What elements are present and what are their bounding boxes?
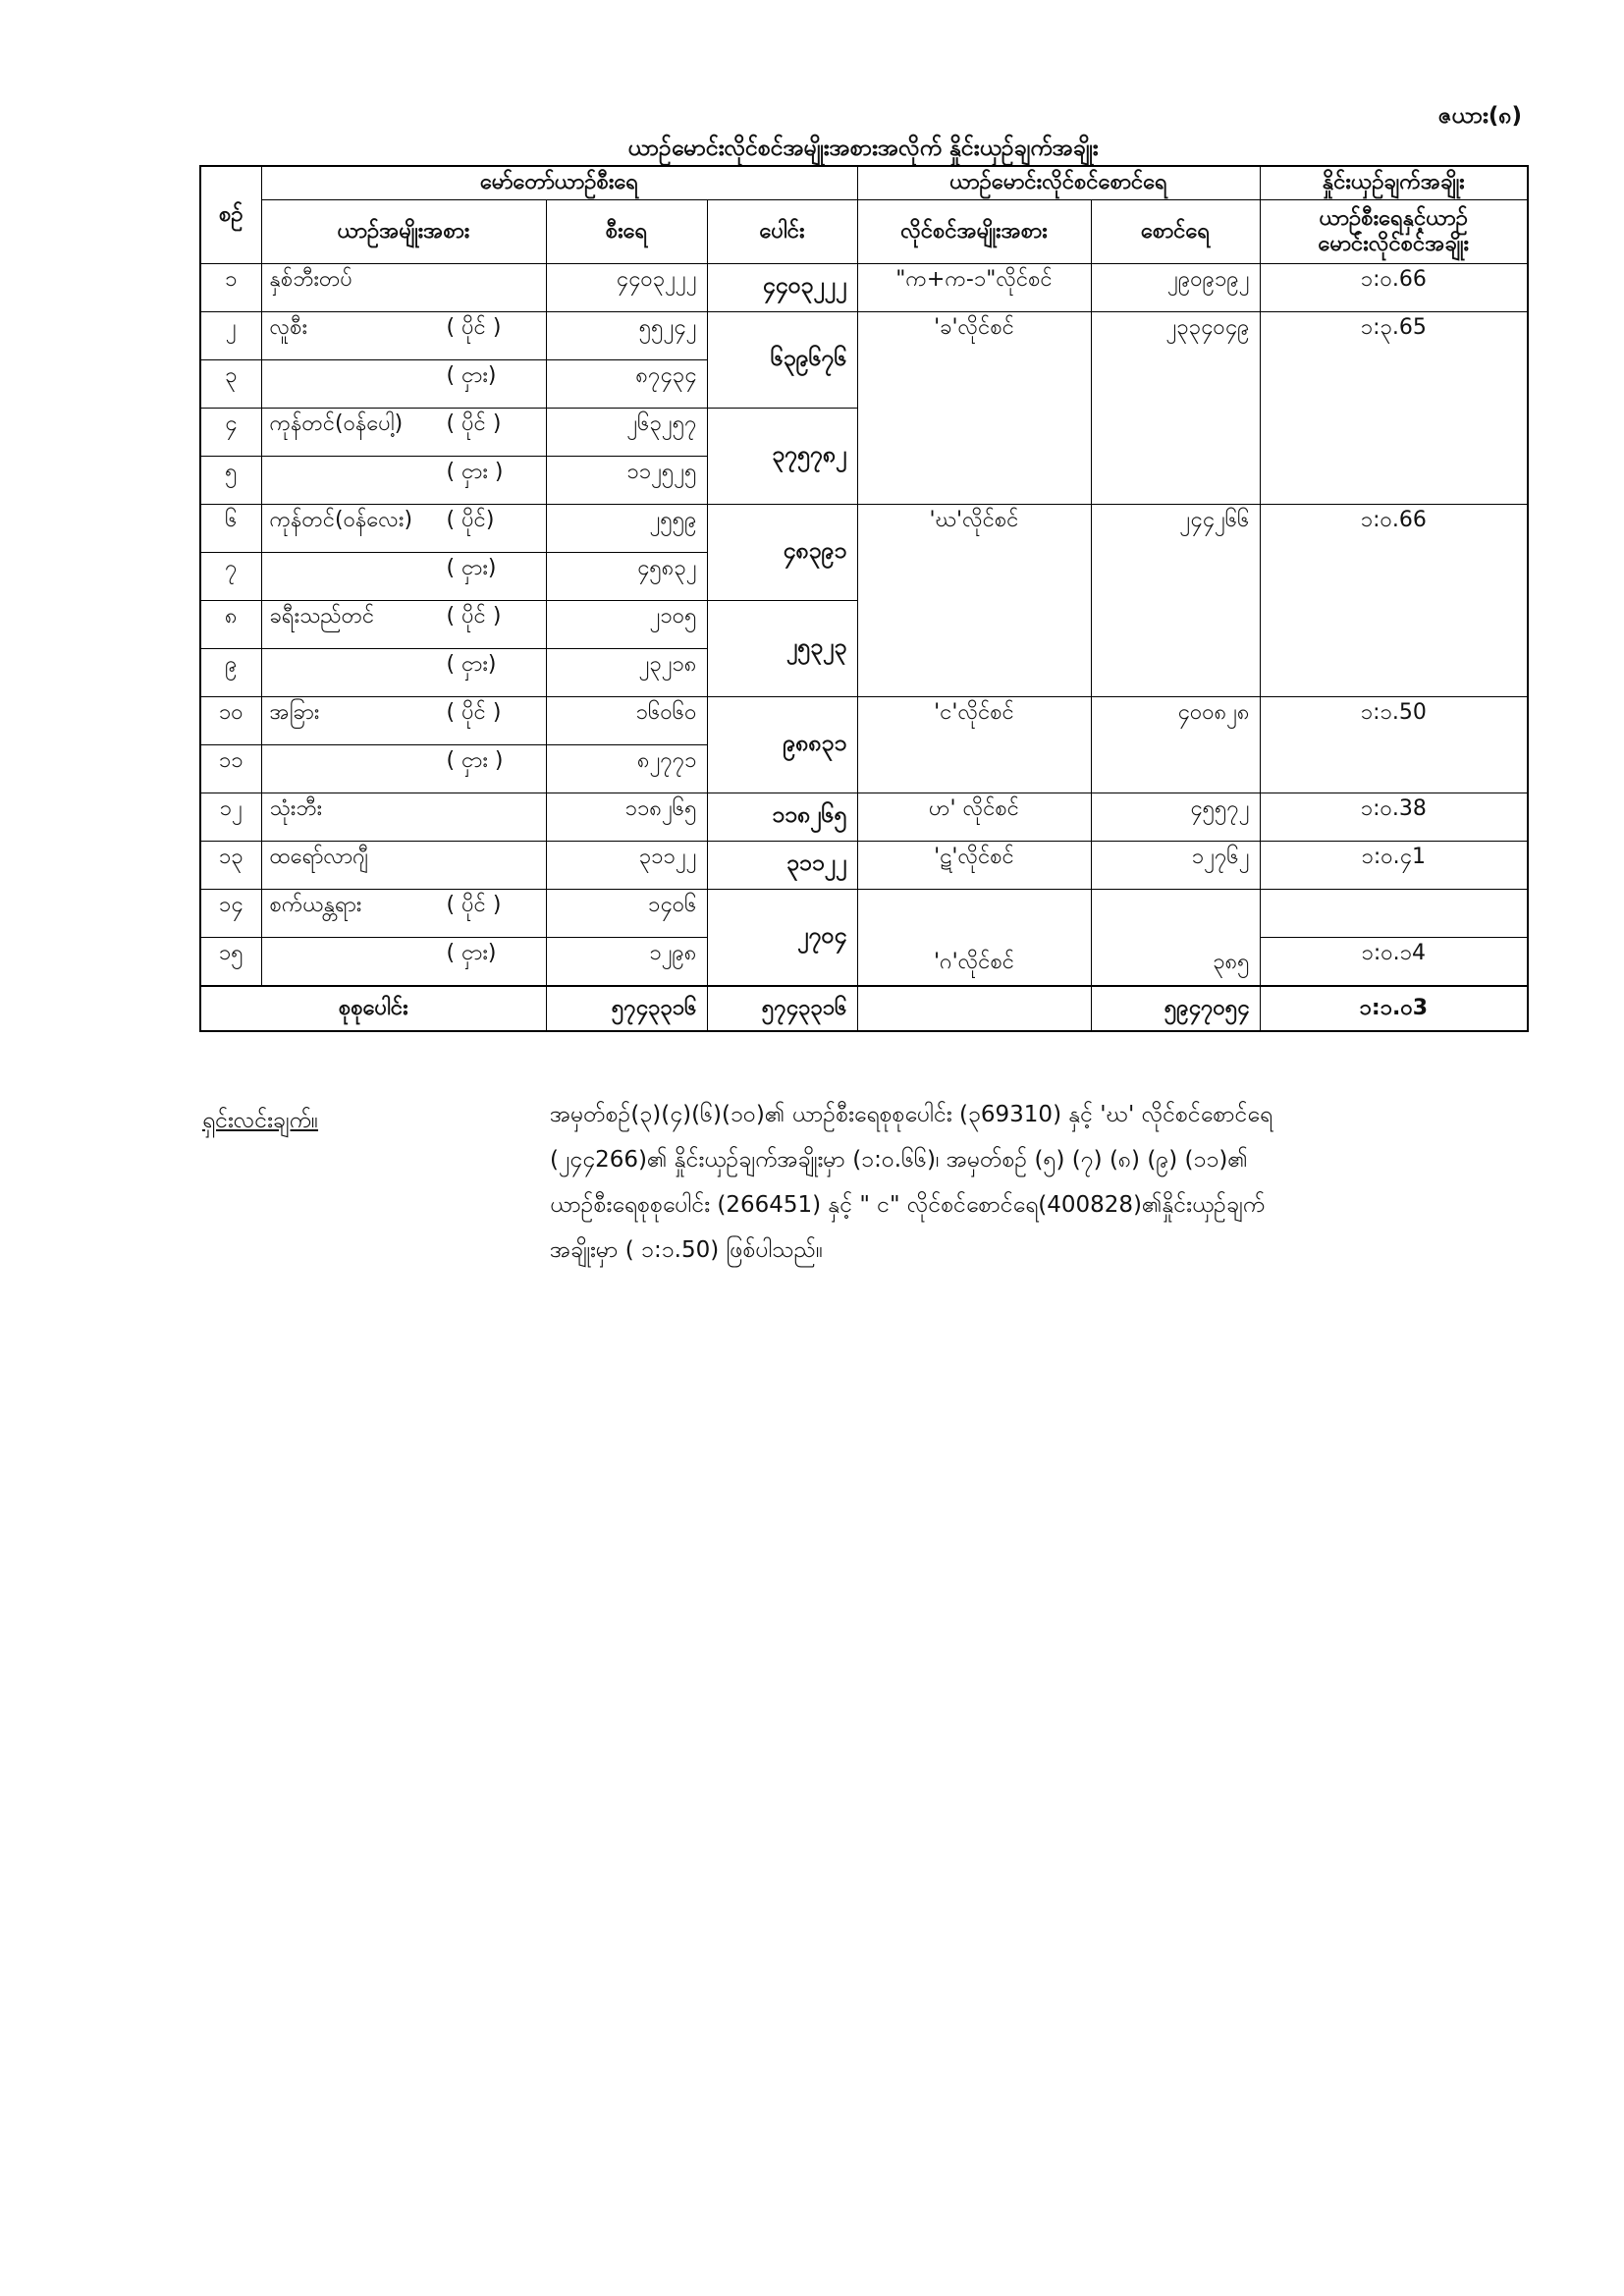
row-registered: ၁၂၉၈: [546, 938, 707, 987]
row-registered: ၈၂၇၇၁: [546, 745, 707, 793]
row-vehicle-type: [261, 890, 546, 938]
row-vehicle-type: [261, 793, 546, 842]
note-label: ရှင်းလင်းချက်။: [202, 1108, 319, 1133]
row-type-sub: ( ပိုင် ): [446, 604, 502, 629]
row-type-name: လူစီး: [269, 315, 308, 340]
row-registered: ၅၅၂၄၂: [546, 312, 707, 360]
row-type-name: စက်ယန္တရား: [269, 893, 362, 917]
table-row: [200, 793, 1528, 842]
row-serial: ၁၁: [200, 745, 261, 793]
row-type-sub: ( ပိုင် ): [446, 893, 502, 917]
row-ratio: ၁:၃.65: [1260, 312, 1528, 505]
row-licence-count: ၃၈၅: [1091, 890, 1260, 987]
row-vehicle-type: [261, 553, 546, 601]
row-licence-count: ၂၄၄၂၆၆: [1091, 505, 1260, 697]
row-total: ၂၇၀၄: [707, 890, 857, 987]
row-serial: ၁၃: [200, 842, 261, 890]
row-type-sub: ( ပိုင် ): [446, 411, 502, 436]
row-type-sub: ( ငှား): [446, 652, 497, 677]
row-ratio: ၁:၁.50: [1260, 697, 1528, 793]
row-ratio: [1260, 890, 1528, 938]
row-type-sub: ( ငှား ): [446, 748, 504, 773]
row-registered: ၁၆၀၆၀: [546, 697, 707, 745]
row-total: ၆၃၉၆၇၆: [707, 312, 857, 409]
row-licence-type: 'ဂ'လိုင်စင်: [857, 890, 1091, 987]
row-serial: ၁: [200, 264, 261, 312]
row-serial: ၉: [200, 649, 261, 697]
table-row: [200, 890, 1528, 938]
row-serial: ၁၂: [200, 793, 261, 842]
row-type-sub: ( ငှား): [446, 941, 497, 965]
row-vehicle-type: [261, 457, 546, 505]
row-serial: ၁၀: [200, 697, 261, 745]
row-registered: ၈၇၄၃၄: [546, 360, 707, 409]
header-serial: စဉ်: [200, 166, 261, 264]
row-vehicle-type: [261, 842, 546, 890]
row-licence-count: ၄၅၅၇၂: [1091, 793, 1260, 842]
row-total: ၄၄၀၃၂၂၂: [707, 264, 857, 312]
row-registered: ၁၁၂၅၂၅: [546, 457, 707, 505]
table-row: [200, 264, 1528, 312]
document-title: ယာဉ်မောင်းလိုင်စင်အမျိုးအစားအလိုက် နှိုင်းယှဉ်ချက်အချိုး: [627, 136, 1099, 161]
row-type-sub: ( ငှား): [446, 556, 497, 580]
row-ratio: ၁:၀.66: [1260, 505, 1528, 697]
row-type-sub: ( ပိုင် ): [446, 700, 502, 725]
row-serial: ၂: [200, 312, 261, 360]
row-vehicle-type: [261, 697, 546, 745]
grand-total-licence-count: ၅၉၄၇၀၅၄: [1091, 986, 1260, 1031]
table-row: [200, 312, 1528, 360]
row-total: ၉၈၈၃၁: [707, 697, 857, 793]
row-ratio: ၁:၀.38: [1260, 793, 1528, 842]
row-type-name: ခရီးသည်တင်: [269, 604, 375, 629]
grand-total-licence-type: [857, 986, 1091, 1031]
row-type-sub: ( ပိုင်): [446, 508, 495, 532]
row-registered: ၂၁၀၅: [546, 601, 707, 649]
row-serial: ၆: [200, 505, 261, 553]
header-ratio: [1260, 200, 1528, 264]
header-total: ပေါင်း: [707, 200, 857, 264]
table-row: [200, 842, 1528, 890]
row-type-sub: ( ငှား): [446, 363, 497, 388]
note-line: အမှတ်စဉ်(၃)(၄)(၆)(၁၀)၏ ယာဉ်စီးရေစုစုပေါင်း (၃69310) နှင့် 'ဃ' လိုင်စင်စောင်ရေ: [550, 1102, 1273, 1127]
row-type-sub: ( ပိုင် ): [446, 315, 502, 340]
row-licence-count: ၄၀၀၈၂၈: [1091, 697, 1260, 793]
row-vehicle-type: [261, 409, 546, 457]
row-type-name: ကုန်တင်(ဝန်ပေါ့): [269, 411, 404, 436]
grand-total-total: ၅၇၄၃၃၁၆: [707, 986, 857, 1031]
row-registered: ၁၁၈၂၆၅: [546, 793, 707, 842]
row-serial: ၅: [200, 457, 261, 505]
grand-total-row: [200, 986, 1528, 1031]
row-vehicle-type: [261, 745, 546, 793]
header-licence-type: လိုင်စင်အမျိုးအစား: [857, 200, 1091, 264]
row-registered: ၂၅၅၉: [546, 505, 707, 553]
row-serial: ၄: [200, 409, 261, 457]
header-group-vehicles: မော်တော်ယာဉ်စီးရေ: [261, 166, 857, 200]
row-vehicle-type: [261, 601, 546, 649]
row-vehicle-type: [261, 360, 546, 409]
grand-total-ratio: ၁:၁.၀3: [1260, 986, 1528, 1031]
row-serial: ၃: [200, 360, 261, 409]
licence-ratio-table: [199, 165, 1529, 1032]
row-total: ၃၁၁၂၂: [707, 842, 857, 890]
row-licence-type: 'ခ'လိုင်စင်: [857, 312, 1091, 505]
row-total: ၂၅၃၂၃: [707, 601, 857, 697]
row-type-sub: ( ငှား ): [446, 460, 504, 484]
row-registered: ၃၁၁၂၂: [546, 842, 707, 890]
row-licence-type: "က+က-၁"လိုင်စင်: [857, 264, 1091, 312]
row-total: ၄၈၃၉၁: [707, 505, 857, 601]
row-type-name: အခြား: [269, 700, 320, 725]
header-vehicle-type: ယာဉ်အမျိုးအစား: [261, 200, 546, 264]
row-serial: ၁၄: [200, 890, 261, 938]
note-body: [550, 1092, 1434, 1273]
header-group-licences: ယာဉ်မောင်းလိုင်စင်စောင်ရေ: [857, 166, 1260, 200]
note-line: (၂၄၄266)၏ နှိုင်းယှဉ်ချက်အချိုးမှာ (၁:၀.၆၆)၊ အမှတ်စဉ် (၅) (၇) (၈) (၉) (၁၁)၏: [550, 1147, 1248, 1173]
note-line: အချိုးမှာ ( ၁:၁.50) ဖြစ်ပါသည်။: [550, 1237, 823, 1263]
header-ratio-line2: မောင်းလိုင်စင်အချိုး: [1318, 232, 1470, 256]
table-row: [200, 505, 1528, 553]
row-registered: ၂၆၃၂၅၇: [546, 409, 707, 457]
row-registered: ၄၅၈၃၂: [546, 553, 707, 601]
grand-total-label: စုစုပေါင်း: [200, 986, 546, 1031]
row-licence-type: 'ဃ'လိုင်စင်: [857, 505, 1091, 697]
row-vehicle-type: [261, 312, 546, 360]
header-group-ratio: နှိုင်းယှဉ်ချက်အချိုး: [1260, 166, 1528, 200]
row-type-name: ကုန်တင်(ဝန်လေး): [269, 508, 413, 532]
note-line: ယာဉ်စီးရေစုစုပေါင်း (266451) နှင့် " င" လိုင်စင်စောင်ရေ(400828)၏နှိုင်းယှဉ်ချက်: [550, 1192, 1266, 1218]
row-serial: ၁၅: [200, 938, 261, 987]
row-licence-type: 'ဋ'လိုင်စင်: [857, 842, 1091, 890]
row-registered: ၁၄၀၆: [546, 890, 707, 938]
row-vehicle-type: [261, 505, 546, 553]
row-type-name: နှစ်ဘီးတပ်: [269, 267, 352, 292]
row-registered: ၂၃၂၁၈: [546, 649, 707, 697]
row-vehicle-type: [261, 649, 546, 697]
row-licence-count: ၂၃၃၄၀၄၉: [1091, 312, 1260, 505]
row-licence-count: ၂၉၀၉၁၉၂: [1091, 264, 1260, 312]
grand-total-registered: ၅၇၄၃၃၁၆: [546, 986, 707, 1031]
page-reference: ဇယား(၈): [1437, 103, 1522, 129]
row-vehicle-type: [261, 938, 546, 987]
row-type-name: သုံးဘီး: [269, 796, 323, 821]
row-total: ၁၁၈၂၆၅: [707, 793, 857, 842]
header-ratio-line1: ယာဉ်စီးရေနှင့်ယာဉ်: [1319, 206, 1468, 231]
row-serial: ၈: [200, 601, 261, 649]
header-licence-count: စောင်ရေ: [1091, 200, 1260, 264]
row-ratio: ၁:၀.၁4: [1260, 938, 1528, 987]
row-type-name: ထရော်လာဂျီ: [269, 845, 369, 869]
row-ratio: ၁:၀.၄1: [1260, 842, 1528, 890]
row-total: ၃၇၅၇၈၂: [707, 409, 857, 505]
row-licence-type: ဟ' လိုင်စင်: [857, 793, 1091, 842]
row-registered: ၄၄၀၃၂၂၂: [546, 264, 707, 312]
header-registered: စီးရေ: [546, 200, 707, 264]
row-ratio: ၁:၀.66: [1260, 264, 1528, 312]
table-row: [200, 697, 1528, 745]
row-licence-type: 'င'လိုင်စင်: [857, 697, 1091, 793]
row-licence-count: ၁၂၇၆၂: [1091, 842, 1260, 890]
row-serial: ၇: [200, 553, 261, 601]
row-vehicle-type: [261, 264, 546, 312]
